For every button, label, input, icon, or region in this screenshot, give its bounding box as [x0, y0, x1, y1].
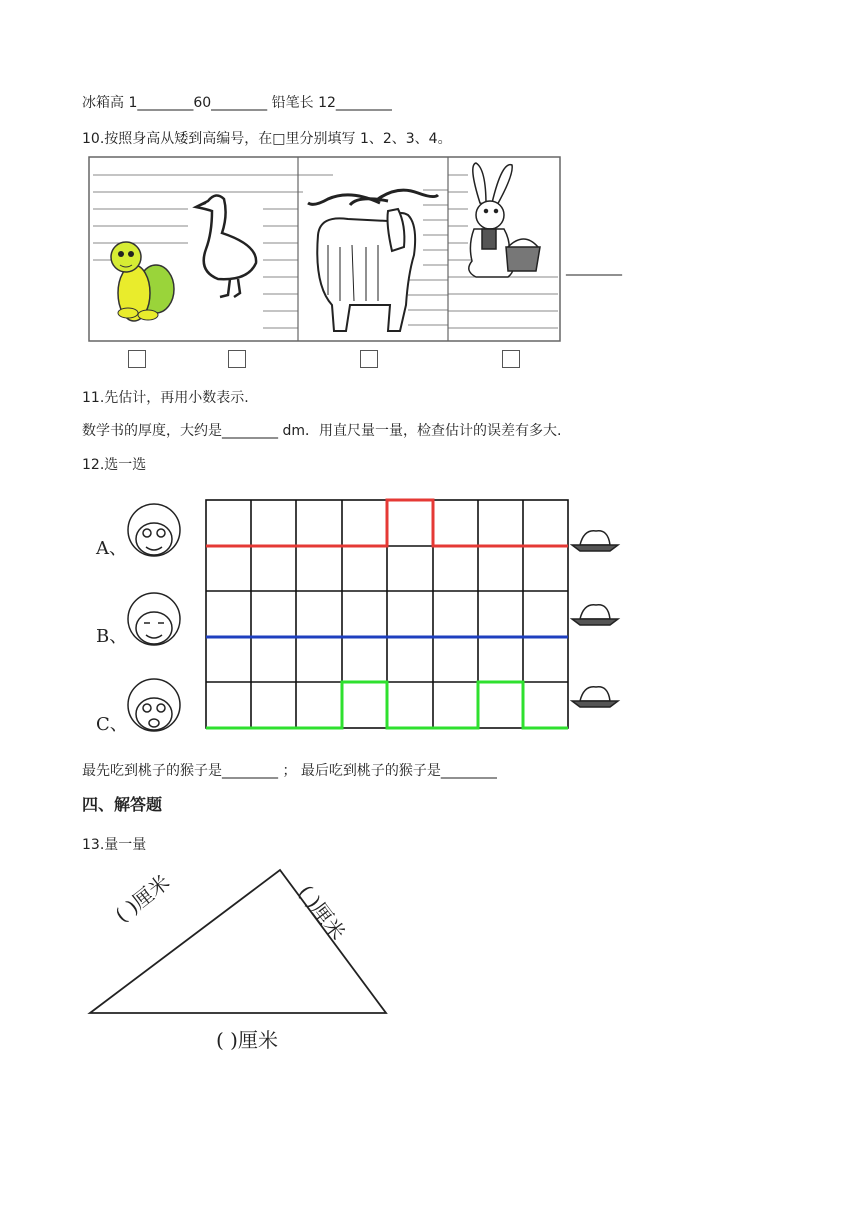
path-c	[206, 682, 568, 728]
monkey-c-icon	[128, 679, 180, 731]
monkey-a-icon	[128, 504, 180, 556]
monkey-b-icon	[128, 593, 180, 645]
label-b: B、	[96, 626, 128, 647]
turtle-rank-box[interactable]	[128, 350, 146, 368]
peach-icon	[572, 531, 618, 551]
q12-answer-text: 最先吃到桃子的猴子是________ ； 最后吃到桃子的猴子是________	[82, 763, 497, 779]
q12-monkey-grid	[90, 495, 630, 735]
goose-rank-box[interactable]	[228, 350, 246, 368]
q11-text: 数学书的厚度，大约是________ dm．用直尺量一量，检查估计的误差有多大.	[82, 423, 562, 439]
q12-title: 12.选一选	[82, 457, 147, 473]
q13-bottom-label: ( )厘米	[216, 1028, 278, 1052]
section-4-title: 四、解答题	[82, 795, 163, 814]
peach-icon	[572, 605, 618, 625]
path-a	[206, 500, 568, 546]
rabbit-rank-box[interactable]	[502, 350, 520, 368]
q13-left-label: ( )厘米	[110, 870, 175, 928]
q10-title: 10.按照身高从矮到高编号，在□里分别填写 1、2、3、4。	[82, 131, 452, 147]
q10-blank[interactable]: ________	[566, 260, 622, 276]
label-c: C、	[96, 714, 128, 735]
q10-animal-picture	[88, 155, 563, 345]
label-a: A、	[96, 538, 127, 559]
q11-title: 11.先估计，再用小数表示.	[82, 390, 249, 406]
q13-title: 13.量一量	[82, 837, 147, 853]
goat-rank-box[interactable]	[360, 350, 378, 368]
q9-text: 冰箱高 1________60________ 铅笔长 12________	[82, 95, 392, 111]
q13-right-label: ( )厘米	[293, 880, 351, 945]
peach-icon	[572, 687, 618, 707]
